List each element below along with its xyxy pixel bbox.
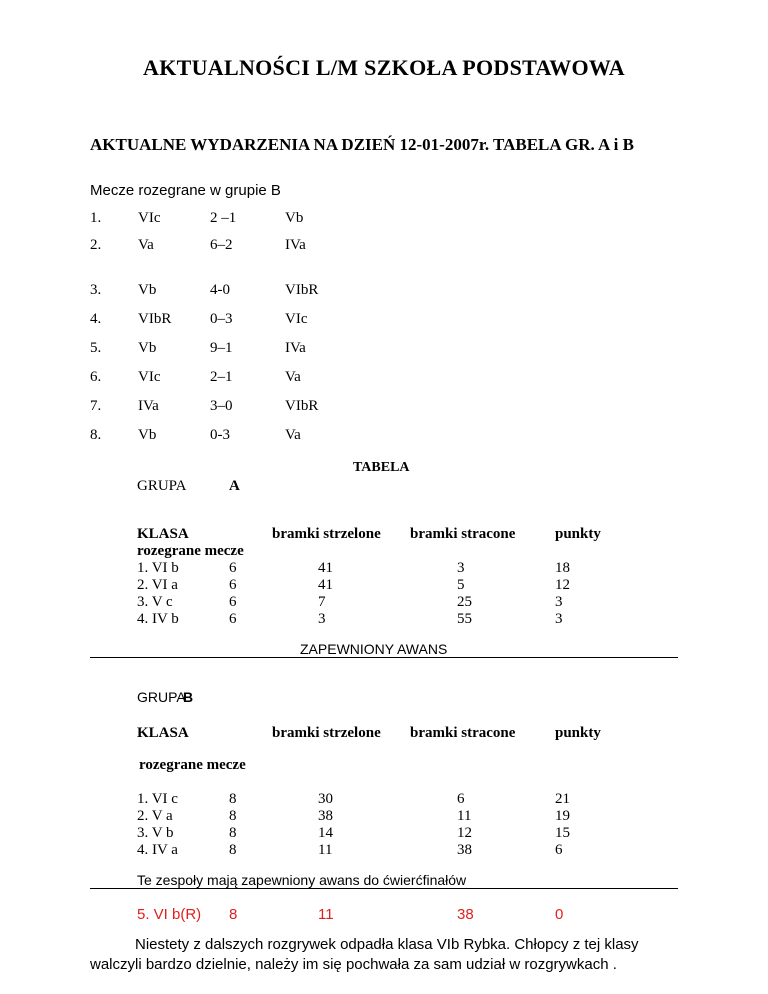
played-header: rozegrane mecze	[139, 757, 246, 773]
klasa-header: KLASA	[137, 526, 189, 542]
match-number: 8.	[90, 427, 102, 443]
class-name: 2. V a	[137, 808, 173, 824]
goals-scored: 11	[318, 842, 333, 858]
points: 6	[555, 842, 563, 858]
conceded-header: bramki stracone	[410, 526, 516, 542]
match-number: 1.	[90, 210, 102, 226]
match-home: VIc	[138, 369, 161, 385]
goals-conceded: 11	[457, 808, 472, 824]
goals-scored: 11	[318, 906, 334, 923]
divider	[90, 657, 678, 658]
points: 21	[555, 791, 570, 807]
goals-scored: 3	[318, 611, 326, 627]
match-score: 2 –1	[210, 210, 237, 226]
points: 19	[555, 808, 570, 824]
scored-header: bramki strzelone	[272, 725, 381, 741]
match-score: 9–1	[210, 340, 233, 356]
match-home: Vb	[138, 340, 157, 356]
news-subtitle: AKTUALNE WYDARZENIA NA DZIEŃ 12-01-2007r. TABELA GR. A i B	[90, 135, 634, 154]
match-number: 3.	[90, 282, 102, 298]
match-away: Va	[285, 427, 301, 443]
goals-conceded: 38	[457, 842, 472, 858]
goals-scored: 38	[318, 808, 333, 824]
goals-conceded: 3	[457, 560, 465, 576]
points-header: punkty	[555, 725, 601, 741]
closing-note: Niestety z dalszych rozgrywek odpadła klasa VIb Rybka. Chłopcy z tej klasy walczyli bardzo dzielnie, należy im się pochwała za sam udział w rozgrywkach .	[90, 936, 639, 973]
class-name: 3. V b	[137, 825, 174, 841]
match-number: 7.	[90, 398, 102, 414]
group-b-matches-heading: Mecze rozegrane w grupie B	[90, 182, 281, 199]
points: 3	[555, 594, 563, 610]
goals-scored: 7	[318, 594, 326, 610]
match-score: 0–3	[210, 311, 233, 327]
goals-conceded: 25	[457, 594, 472, 610]
matches-played: 8	[229, 842, 237, 858]
match-away: Vb	[285, 210, 304, 226]
match-away: IVa	[285, 237, 306, 253]
match-score: 2–1	[210, 369, 233, 385]
class-name: 2. VI a	[137, 577, 178, 593]
played-header: rozegrane mecze	[137, 543, 244, 559]
matches-played: 8	[229, 825, 237, 841]
group-a-label: GRUPA	[137, 478, 187, 494]
match-score: 3–0	[210, 398, 233, 414]
points: 12	[555, 577, 570, 593]
match-score: 4-0	[210, 282, 230, 298]
group-b-letter: B	[183, 689, 194, 705]
matches-played: 8	[229, 906, 238, 923]
match-home: Vb	[138, 282, 157, 298]
match-home: IVa	[138, 398, 159, 414]
match-number: 2.	[90, 237, 102, 253]
points: 3	[555, 611, 563, 627]
goals-scored: 41	[318, 560, 333, 576]
goals-scored: 30	[318, 791, 333, 807]
class-name: 1. VI c	[137, 791, 178, 807]
matches-played: 6	[229, 611, 237, 627]
matches-played: 6	[229, 560, 237, 576]
divider	[90, 888, 678, 889]
promotion-note: ZAPEWNIONY AWANS	[300, 641, 448, 657]
goals-conceded: 38	[457, 906, 474, 923]
group-b-label: GRUPA	[137, 689, 186, 705]
class-name: 4. IV b	[137, 611, 179, 627]
class-name: 1. VI b	[137, 560, 179, 576]
match-away: VIc	[285, 311, 308, 327]
match-number: 4.	[90, 311, 102, 327]
points-header: punkty	[555, 526, 601, 542]
group-a-letter: A	[229, 478, 240, 494]
match-number: 6.	[90, 369, 102, 385]
scored-header: bramki strzelone	[272, 526, 381, 542]
table-heading: TABELA	[353, 460, 410, 475]
match-score: 6–2	[210, 237, 233, 253]
klasa-header: KLASA	[137, 725, 189, 741]
page-title: AKTUALNOŚCI L/M SZKOŁA PODSTAWOWA	[143, 55, 625, 80]
matches-played: 6	[229, 594, 237, 610]
matches-played: 6	[229, 577, 237, 593]
goals-scored: 41	[318, 577, 333, 593]
points: 15	[555, 825, 570, 841]
quarterfinal-note: Te zespoły mają zapewniony awans do ćwierćfinałów	[137, 872, 467, 888]
match-away: VIbR	[285, 398, 319, 414]
matches-played: 8	[229, 791, 237, 807]
goals-conceded: 5	[457, 577, 465, 593]
match-home: Vb	[138, 427, 157, 443]
matches-played: 8	[229, 808, 237, 824]
match-away: Va	[285, 369, 301, 385]
match-away: VIbR	[285, 282, 319, 298]
match-home: Va	[138, 237, 154, 253]
class-name: 5. VI b(R)	[137, 906, 202, 923]
conceded-header: bramki stracone	[410, 725, 516, 741]
points: 18	[555, 560, 570, 576]
goals-conceded: 12	[457, 825, 472, 841]
match-score: 0-3	[210, 427, 230, 443]
goals-conceded: 55	[457, 611, 472, 627]
class-name: 3. V c	[137, 594, 173, 610]
match-home: VIbR	[138, 311, 172, 327]
class-name: 4. IV a	[137, 842, 178, 858]
match-number: 5.	[90, 340, 102, 356]
match-home: VIc	[138, 210, 161, 226]
goals-scored: 14	[318, 825, 333, 841]
match-away: IVa	[285, 340, 306, 356]
goals-conceded: 6	[457, 791, 465, 807]
points: 0	[555, 906, 564, 923]
